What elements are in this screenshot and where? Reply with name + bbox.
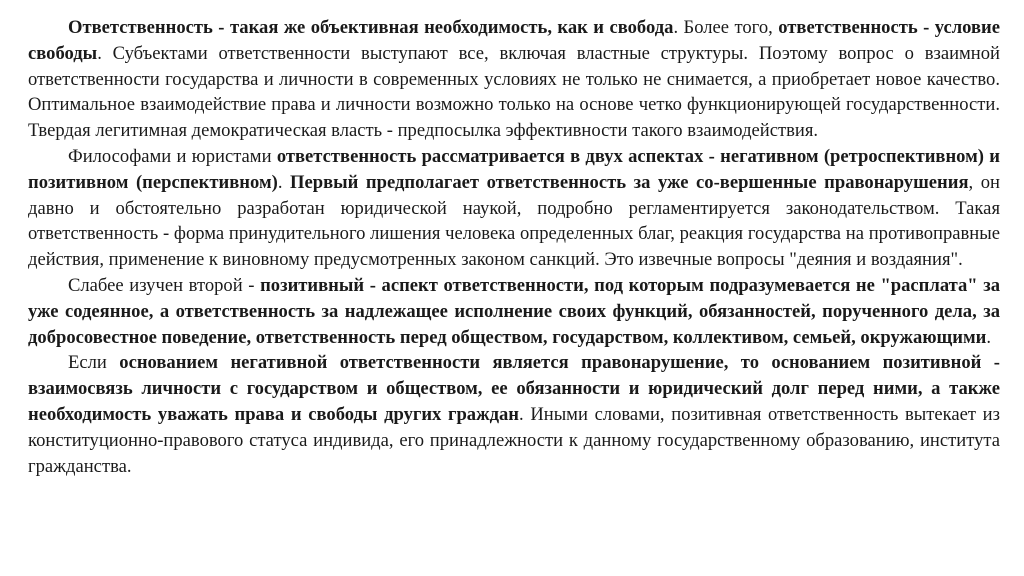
text-segment: , он давно и обстоятельно разработан юридической наукой, подробно регламентируется законодательством. Такая ответственность - форма принудительного лишения человека определенных благ, реакция государства на противоправные действия, применение к виновному предусмотренных законом санкций. Это извечные вопросы "деяния и воздаяния". xyxy=(28,171,1001,271)
paragraph-3 xyxy=(28,273,1000,350)
text-segment: ответственность рассматривается в двух аспектах - негативном (ретроспективном) и позитивном (перспективном) xyxy=(28,145,1000,193)
text-segment: . Субъектами ответственности выступают все, включая властные структуры. Поэтому вопрос о взаимной ответственности государства и личности в современных условиях не только не снимается, а приобретает новое качество. Оптимальное взаимодействие права и личности возможно только на основе четко функционирующей государственности. Твердая легитимная демократическая власть - предпосылка эффективности такого взаимодействия. xyxy=(28,42,1000,142)
text-segment: . xyxy=(986,326,991,348)
document-body xyxy=(28,15,1000,479)
text-segment: Ответственность - такая же объективная необходимость, как и свобода xyxy=(68,17,674,38)
text-segment: Если xyxy=(68,352,120,374)
paragraph-4 xyxy=(28,350,1000,479)
paragraph-1 xyxy=(28,15,1000,144)
paragraph-2 xyxy=(28,144,1000,273)
text-segment: . xyxy=(277,171,291,193)
text-segment: Первый предполагает ответственность за уже со-вершенные правонарушения xyxy=(290,171,969,193)
text-segment: . Более того, xyxy=(673,17,779,38)
text-segment: ответственность - условие свободы xyxy=(28,17,1000,64)
text-segment: Философами и юристами xyxy=(68,145,277,167)
text-segment: позитивный - аспект ответственности, под которым подразумевается не "расплата" за уже содеянное, а ответственность за надлежащее исполнение своих функций, обязанностей, порученного дела, за добросовестное поведение, ответственность перед обществом, государством, коллективом, семьей, окружающими xyxy=(28,274,1000,348)
text-segment: Слабее изучен второй - xyxy=(68,274,261,296)
text-segment: . Иными словами, позитивная ответственность вытекает из конституционно-правового статуса индивида, его принадлежности к данному государственному образованию, института гражданства. xyxy=(28,403,1000,477)
text-segment: основанием негативной ответственности является правонарушение, то основанием позитивной - взаимосвязь личности с государством и обществом, ее обязанности и юридический долг перед ними, а также необходимость уважать права и свободы других граждан xyxy=(28,352,1001,425)
